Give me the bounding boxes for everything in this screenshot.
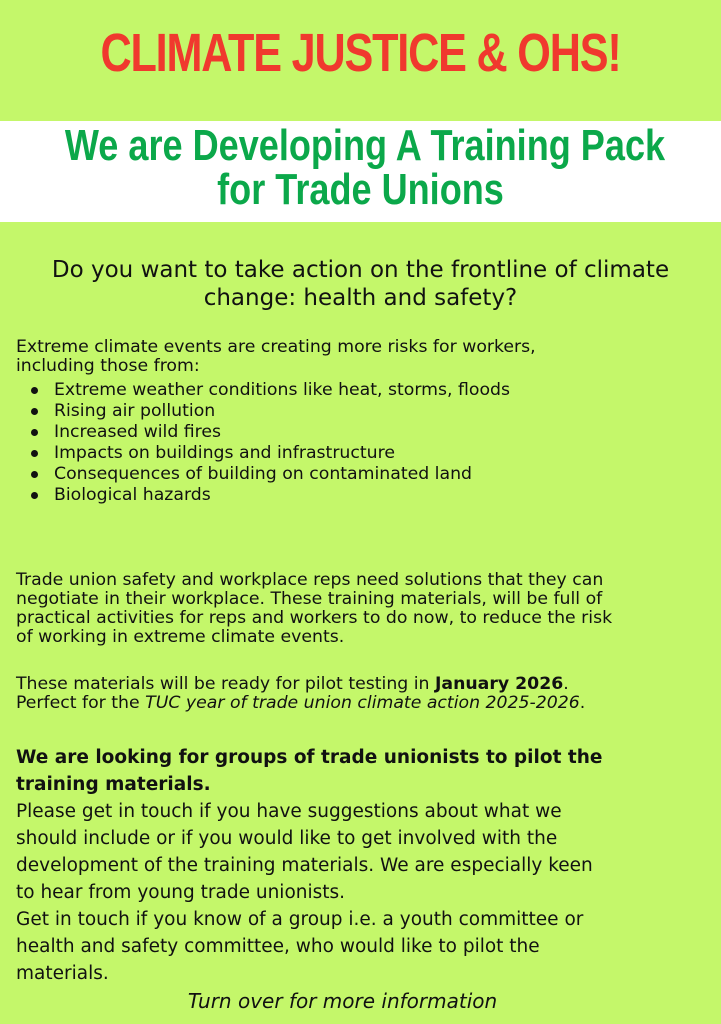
paragraph-line: of working in extreme climate events. (16, 627, 345, 647)
risk-label: Extreme weather conditions like heat, storms, floods (54, 380, 510, 400)
subtitle-banner (0, 121, 721, 222)
risk-label: Increased wild fires (54, 422, 222, 442)
cta-line: to hear from young trade unionists. (16, 882, 346, 903)
pilot-paragraph (16, 675, 711, 713)
pilot-line-2 (16, 694, 711, 713)
risk-list-item (16, 422, 510, 443)
bullet-icon (31, 492, 38, 499)
pilot-line-2-end: . (579, 693, 586, 713)
solutions-paragraph (16, 571, 711, 647)
risk-label: Consequences of building on contaminated land (54, 464, 472, 484)
risk-list (16, 380, 510, 506)
cta-line: health and safety committee, who would like to pilot the (16, 936, 540, 957)
cta-line: Please get in touch if you have suggestions about what we (16, 801, 562, 822)
risk-list-item (16, 380, 510, 401)
risk-label: Biological hazards (54, 485, 211, 505)
risk-label: Impacts on buildings and infrastructure (54, 443, 395, 463)
pilot-line-1 (16, 675, 711, 694)
question-line-1: Do you want to take action on the frontline of climate (51, 257, 670, 283)
subtitle-line-2: for Trade Unions (217, 165, 504, 214)
cta-line: Get in touch if you know of a group i.e. a youth committee or (16, 909, 584, 930)
subtitle (64, 121, 666, 214)
pilot-line-1-text: These materials will be ready for pilot testing in (16, 674, 435, 694)
risk-list-item (16, 443, 510, 464)
paragraph-line: practical activities for reps and workers to do now, to reduce the risk (16, 608, 613, 628)
paragraph-line: Trade union safety and workplace reps need solutions that they can (16, 570, 604, 590)
pilot-date: January 2026 (434, 674, 564, 694)
intro-line-1: Extreme climate events are creating more risks for workers, (16, 337, 536, 357)
intro-text (16, 338, 696, 376)
bullet-icon (31, 471, 38, 478)
bullet-icon (31, 429, 38, 436)
cta-heading-line-2: training materials. (16, 774, 211, 795)
pilot-line-1-end: . (563, 674, 569, 694)
intro-line-2: including those from: (16, 356, 200, 376)
bullet-icon (31, 387, 38, 394)
risk-label: Rising air pollution (54, 401, 216, 421)
call-to-action (16, 744, 706, 987)
paragraph-line: negotiate in their workplace. These training materials, will be full of (16, 589, 603, 609)
question-line-2: change: health and safety? (203, 285, 518, 311)
risk-list-item (16, 401, 510, 422)
risk-list-item (16, 464, 510, 485)
cta-line: development of the training materials. We are especially keen (16, 855, 593, 876)
subtitle-line-1: We are Developing A Training Pack (64, 121, 666, 170)
cta-line: should include or if you would like to get involved with the (16, 828, 558, 849)
main-title: CLIMATE JUSTICE & OHS! (100, 23, 621, 83)
risk-list-item (16, 485, 510, 506)
tuc-year-text: TUC year of trade union climate action 2025-2026 (145, 693, 580, 713)
cta-heading-line-1: We are looking for groups of trade unionists to pilot the (16, 747, 603, 768)
footer-note: Turn over for more information (187, 989, 498, 1013)
pilot-line-2-text: Perfect for the (16, 693, 146, 713)
bullet-icon (31, 408, 38, 415)
cta-line: materials. (16, 963, 109, 984)
question-heading (0, 256, 721, 312)
bullet-icon (31, 450, 38, 457)
